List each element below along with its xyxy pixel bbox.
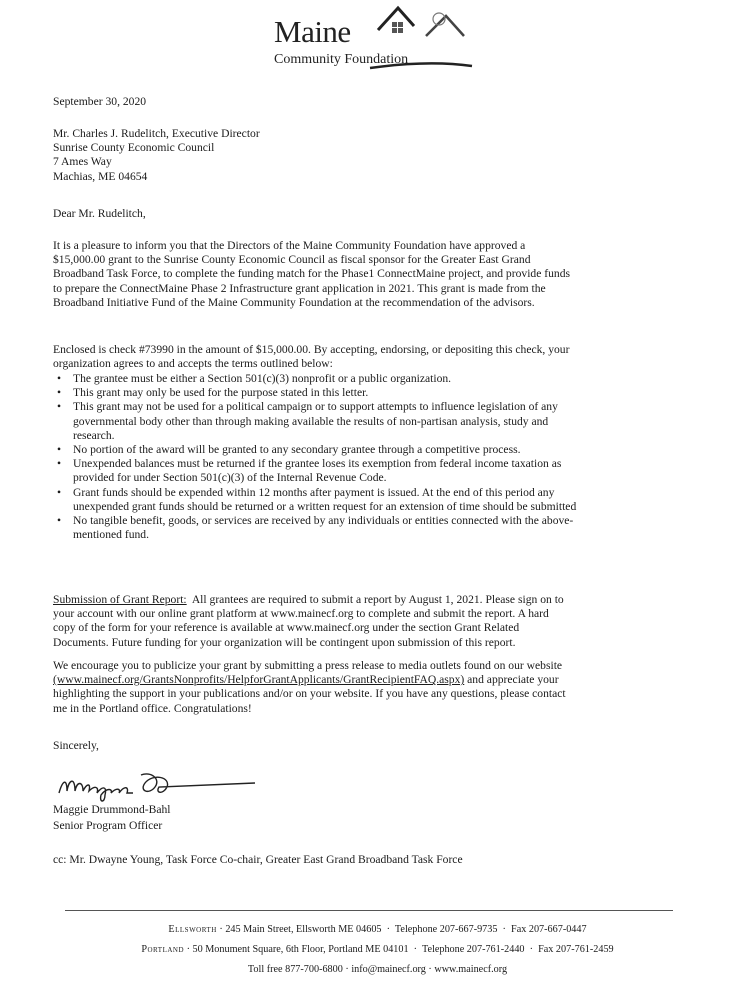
closing: Sincerely, (53, 739, 99, 752)
text-line: me in the Portland office. Congratulations! (53, 701, 252, 715)
text-line: copy of the form for your reference is available at www.mainecf.org under the section Grant Related (53, 621, 520, 635)
footer-portland: Portland · 50 Monument Square, 6th Floor, Portland ME 04101 · Telephone 207-761-2440 · Fax 207-761-2459 (141, 944, 614, 955)
address-line: Machias, ME 04654 (53, 169, 148, 183)
text-line: your account with our online grant platform at www.mainecf.org to complete and submit the report. A hard (53, 607, 549, 621)
text-line: Broadband Task Force, to complete the funding match for the Phase1 ConnectMaine project, and provide funds (53, 267, 571, 281)
letter-date: September 30, 2020 (53, 95, 147, 108)
paragraph-check (53, 343, 703, 371)
footer-contact: Toll free 877-700-6800 · info@mainecf.org · www.mainecf.org (247, 964, 508, 975)
recipient-address (53, 127, 703, 184)
footer-divider (65, 910, 673, 911)
signer-name: Maggie Drummond-Bahl (53, 803, 171, 816)
logo-title: Maine (274, 14, 351, 49)
signer-title: Senior Program Officer (53, 819, 163, 832)
list-item: • The grantee must be either a Section 501(c)(3) nonprofit or a public organization. (53, 372, 713, 386)
salutation: Dear Mr. Rudelitch, (53, 207, 146, 220)
list-item: • No tangible benefit, goods, or services are received by any individuals or entities connected with the above- mentioned fund. (53, 514, 713, 542)
logo-subtitle: Community Foundation (274, 52, 409, 67)
report-heading: Submission of Grant Report: (53, 593, 187, 606)
list-item: • This grant may not be used for a political campaign or to support attempts to influence legislation of any governmental body other than through making available the results of non-partisan analysis, study and research. (53, 400, 713, 443)
text-line: It is a pleasure to inform you that the Directors of the Maine Community Foundation have approved a (53, 239, 526, 252)
paragraph-grant (53, 239, 703, 310)
list-item: • No portion of the award will be granted to any secondary grantee through a competitive process. (53, 443, 713, 457)
paragraph-publicize: We encourage you to publicize your grant by submitting a press release to media outlets found on our website (www.mainecf.org/GrantsNonprofits/HelpforGrantApplicants/GrantRecipientFAQ.aspx) and appreciate your highlighting the support in your publications and/or on your website. If you have any questions, please contact me in the Portland office. Congratulations! (53, 659, 703, 716)
paragraph-report: Submission of Grant Report: All grantees are required to submit a report by August 1, 2021. Please sign on to your account with our online grant platform at www.mainecf.org to complete and submit the report. A hard copy of the form for your reference is available at www.mainecf.org under the section Grant Related Documents. Future funding for your organization will be contingent upon submission of this report. (53, 593, 703, 650)
text-line: $15,000.00 grant to the Sunrise County Economic Council as fiscal sponsor for the Greater East Grand (53, 253, 531, 267)
cc-line: cc: Mr. Dwayne Young, Task Force Co-chair, Greater East Grand Broadband Task Force (53, 853, 463, 866)
list-item: • Unexpended balances must be returned if the grantee loses its exemption from federal income taxation as provided for under Section 501(c)(3) of the Internal Revenue Code. (53, 457, 713, 485)
text-line: to prepare the ConnectMaine Phase 2 Infrastructure grant application in 2021. This grant is made from the (53, 281, 546, 295)
text-line: highlighting the support in your publications and/or on your website. If you have any questions, please contact (53, 687, 566, 701)
signature (55, 765, 260, 805)
text-line: organization agrees to and accepts the terms outlined below: (53, 357, 333, 371)
address-line: 7 Ames Way (53, 155, 112, 169)
list-item: • Grant funds should be expended within 12 months after payment is issued. At the end of this period any unexpended grant funds should be returned or a written request for an extension of time should be submitted (53, 486, 713, 514)
address-line: Sunrise County Economic Council (53, 141, 215, 155)
address-line: Mr. Charles J. Rudelitch, Executive Director (53, 127, 260, 140)
text-line: Enclosed is check #73990 in the amount of $15,000.00. By accepting, endorsing, or depositing this check, your (53, 343, 570, 356)
list-item: • This grant may only be used for the purpose stated in this letter. (53, 386, 713, 400)
footer-ellsworth: Ellsworth · 245 Main Street, Ellsworth ME 04605 · Telephone 207-667-9735 · Fax 207-667-0447 (168, 924, 587, 935)
faq-link[interactable]: (www.mainecf.org/GrantsNonprofits/HelpforGrantApplicants/GrantRecipientFAQ.aspx) (53, 673, 465, 687)
foundation-logo (268, 2, 478, 76)
text-line: Broadband Initiative Fund of the Maine Community Foundation at the recommendation of the advisors. (53, 295, 535, 309)
terms-list (53, 372, 713, 542)
text-line: We encourage you to publicize your grant by submitting a press release to media outlets found on our website (53, 659, 563, 672)
text-line: Documents. Future funding for your organization will be contingent upon submission of this report. (53, 635, 516, 649)
